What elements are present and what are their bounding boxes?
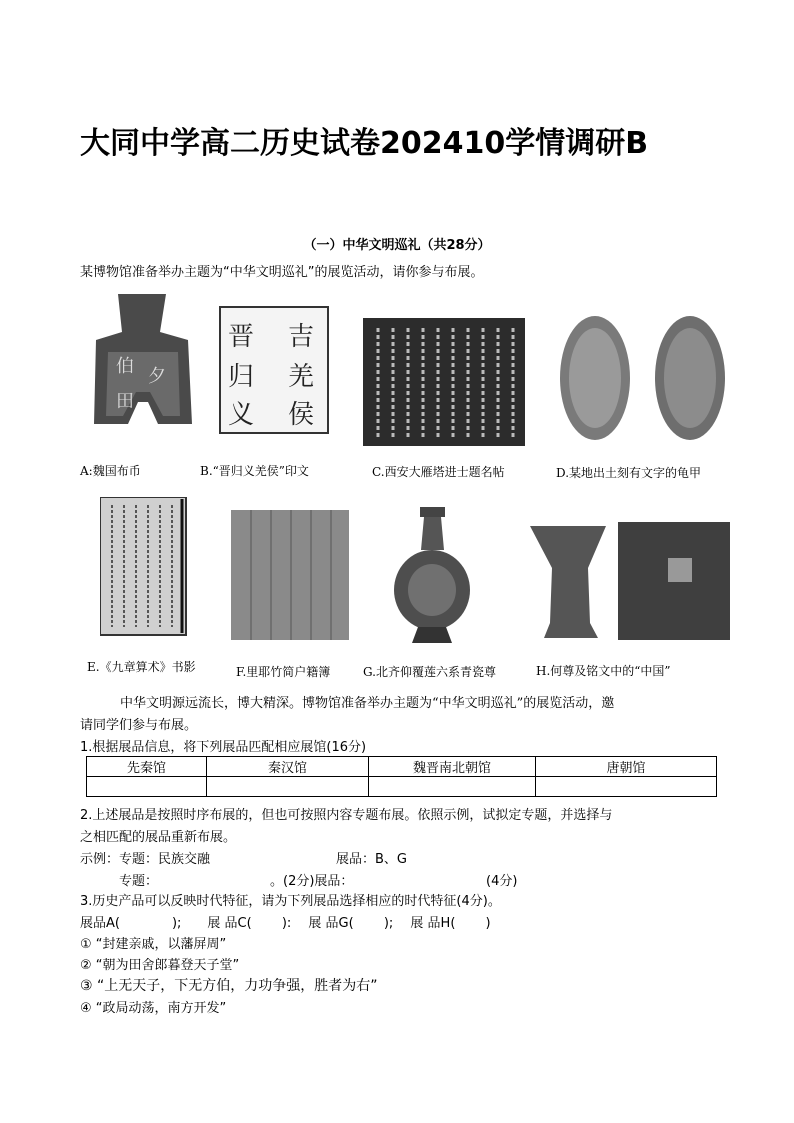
- caption-b: B.“晋归义羌侯”印文: [200, 464, 309, 478]
- spade-coin-image: [88, 292, 198, 432]
- bamboo-slips-image: [231, 510, 349, 640]
- example-items: 展品：B、G: [336, 852, 407, 867]
- svg-text:吉: 吉: [288, 322, 315, 352]
- page-title: 大同中学高二历史试卷202410学情调研B: [80, 126, 649, 161]
- caption-h: H.何尊及铭文中的“中国”: [536, 664, 671, 678]
- svg-text:羌: 羌: [288, 362, 315, 392]
- blank-topic-label: 专题：: [119, 874, 159, 889]
- hall-header-wei-jin: 魏晋南北朝馆: [369, 757, 536, 777]
- caption-a: A:魏国布币: [80, 464, 141, 478]
- caption-g: G.北齐仰覆莲六系青瓷尊: [363, 665, 496, 679]
- example-topic: 示例：专题：民族交融: [80, 852, 211, 867]
- svg-text:伯: 伯: [116, 356, 134, 377]
- svg-text:晋: 晋: [228, 322, 255, 352]
- blank-items-score: (4分): [486, 874, 518, 889]
- intro-text: 某博物馆准备举办主题为“中华文明巡礼”的展览活动，请你参与布展。: [80, 265, 484, 280]
- blank-topic-score: 。(2分)展品：: [270, 874, 354, 889]
- hall-answer-cell[interactable]: [536, 777, 717, 797]
- question-3-items: 展品A( ); 展 品C( ): 展 品G( ); 展 品H( ): [80, 916, 491, 931]
- question-2-line-1: 2.上述展品是按照时序布展的，但也可按照内容专题布展。依照示例，试拟定专题，并选择与: [80, 808, 613, 823]
- svg-text:夕: 夕: [148, 366, 166, 387]
- svg-text:义: 义: [228, 400, 255, 430]
- caption-d: D.某地出土刻有文字的龟甲: [556, 466, 702, 480]
- hall-answer-cell[interactable]: [207, 777, 369, 797]
- hall-header-tang: 唐朝馆: [536, 757, 717, 777]
- hall-answer-cell[interactable]: [87, 777, 207, 797]
- hall-table: [86, 756, 717, 797]
- caption-e: E.《九章算术》书影: [87, 660, 196, 674]
- question-3-prompt: 3.历史产品可以反映时代特征，请为下列展品选择相应的时代特征(4分)。: [80, 894, 501, 909]
- bronze-zun-image: [528, 518, 733, 643]
- book-page-image: [100, 497, 190, 637]
- caption-c: C.西安大雁塔进士题名帖: [372, 465, 505, 479]
- option-2: ② “朝为田舍郎暮登天子堂”: [80, 958, 240, 973]
- hall-answer-cell[interactable]: [369, 777, 536, 797]
- inscription-rubbing-image: [363, 308, 525, 448]
- svg-text:侯: 侯: [288, 400, 315, 430]
- svg-text:田: 田: [116, 391, 134, 412]
- paragraph-line-1: 中华文明源远流长，博大精深。博物馆准备举办主题为“中华文明巡礼”的展览活动，邀: [120, 696, 615, 711]
- caption-f: F.里耶竹简户籍簿: [236, 665, 331, 679]
- option-3: ③ “上无天子，下无方伯，力功争强，胜者为右”: [80, 978, 378, 994]
- question-2-line-2: 之相匹配的展品重新布展。: [80, 830, 237, 845]
- paragraph-line-2: 请同学们参与布展。: [80, 718, 198, 733]
- svg-text:归: 归: [228, 362, 255, 392]
- hall-header-qin-han: 秦汉馆: [207, 757, 369, 777]
- celadon-vessel-image: [390, 505, 475, 645]
- option-1: ① “封建亲戚，以藩屏周”: [80, 937, 227, 952]
- question-1-prompt: 1.根据展品信息，将下列展品匹配相应展馆(16分): [80, 740, 367, 755]
- seal-image: [218, 305, 330, 435]
- oracle-bone-image: [555, 310, 730, 445]
- hall-header-pre-qin: 先秦馆: [87, 757, 207, 777]
- section-title: （一）中华文明巡礼（共28分）: [303, 238, 491, 253]
- option-4: ④ “政局动荡，南方开发”: [80, 1001, 227, 1016]
